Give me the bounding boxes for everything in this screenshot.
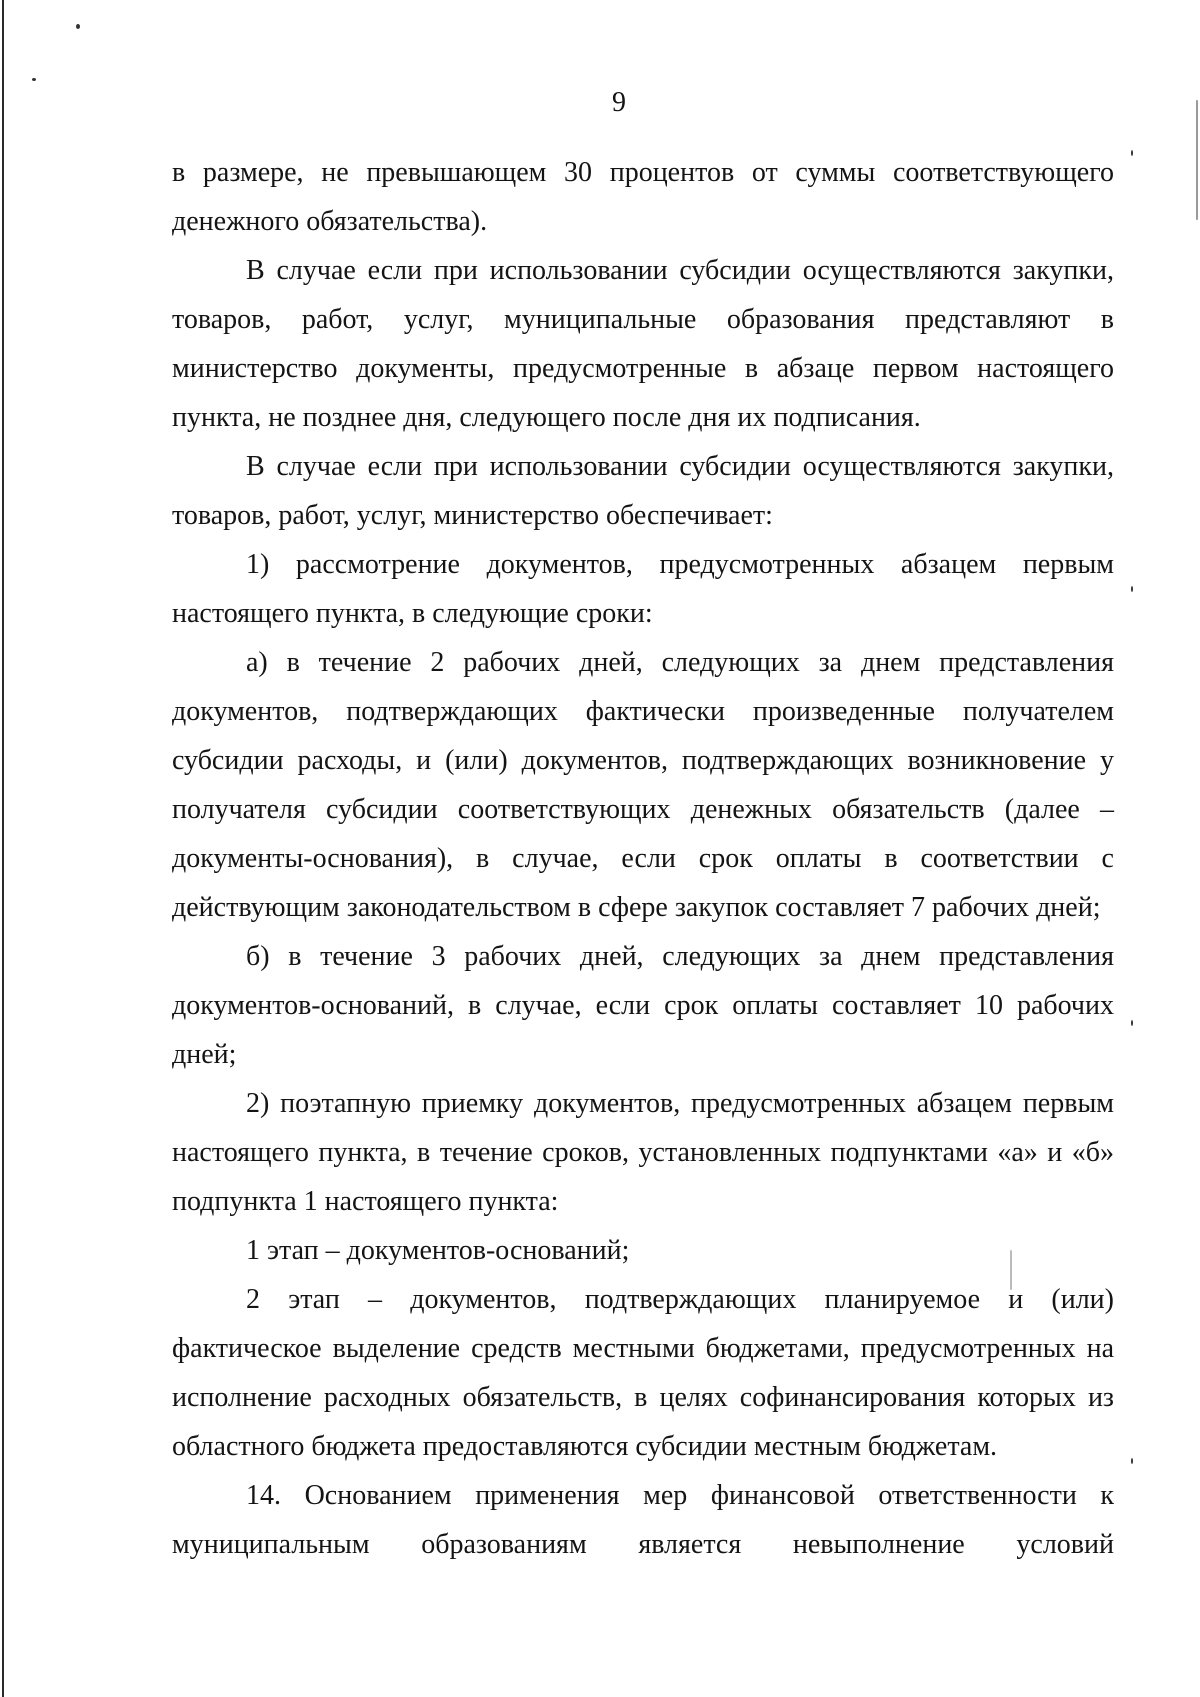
- paragraph: б) в течение 3 рабочих дней, следующих за днем представления документов-оснований, в случае, если срок оплаты составляет 10 рабочих дней;: [172, 941, 1114, 1070]
- paragraph: 14. Основанием применения мер финансовой ответственности к муниципальным образованиям является невыполнение условий: [172, 1480, 1114, 1560]
- paragraph: В случае если при использовании субсидии осуществляются закупки, товаров, работ, услуг, муниципальные образования представляют в министерство документы, предусмотренные в абзаце первом настоящего пункта, не позднее дня, следующего после дня их подписания.: [172, 255, 1114, 433]
- paragraph: В случае если при использовании субсидии осуществляются закупки, товаров, работ, услуг, министерство обеспечивает:: [172, 451, 1114, 531]
- scan-left-edge: [2, 0, 4, 1697]
- paragraph: в размере, не превышающем 30 процентов от суммы соответствующего денежного обязательства).: [172, 157, 1114, 237]
- scan-speck: [1131, 586, 1133, 592]
- scan-speck: [76, 24, 80, 29]
- scan-speck: [1131, 1020, 1133, 1026]
- paragraph: а) в течение 2 рабочих дней, следующих за днем представления документов, подтверждающих фактически произведенные получателем субсидии расходы, и (или) документов, подтверждающих возникновение у получателя субсидии соответствующих денежных обязательств (далее – документы-основания), в случае, если срок оплаты в соответствии с действующим законодательством в сфере закупок составляет 7 рабочих дней;: [172, 647, 1114, 923]
- paragraph: 2) поэтапную приемку документов, предусмотренных абзацем первым настоящего пункта, в течение сроков, установленных подпунктами «а» и «б» подпункта 1 настоящего пункта:: [172, 1088, 1114, 1217]
- scan-speck: [1131, 150, 1133, 156]
- scan-speck: [32, 78, 36, 81]
- page-number: 9: [612, 87, 626, 118]
- scan-speck: [1131, 1458, 1133, 1464]
- paragraph: 2 этап – документов, подтверждающих планируемое и (или) фактическое выделение средств местными бюджетами, предусмотренных на исполнение расходных обязательств, в целях софинансирования которых из областного бюджета предоставляются субсидии местным бюджетам.: [172, 1284, 1114, 1462]
- paragraph: 1 этап – документов-оснований;: [246, 1235, 630, 1266]
- paragraph: 1) рассмотрение документов, предусмотренных абзацем первым настоящего пункта, в следующие сроки:: [172, 549, 1114, 629]
- document-body: [172, 148, 1114, 1569]
